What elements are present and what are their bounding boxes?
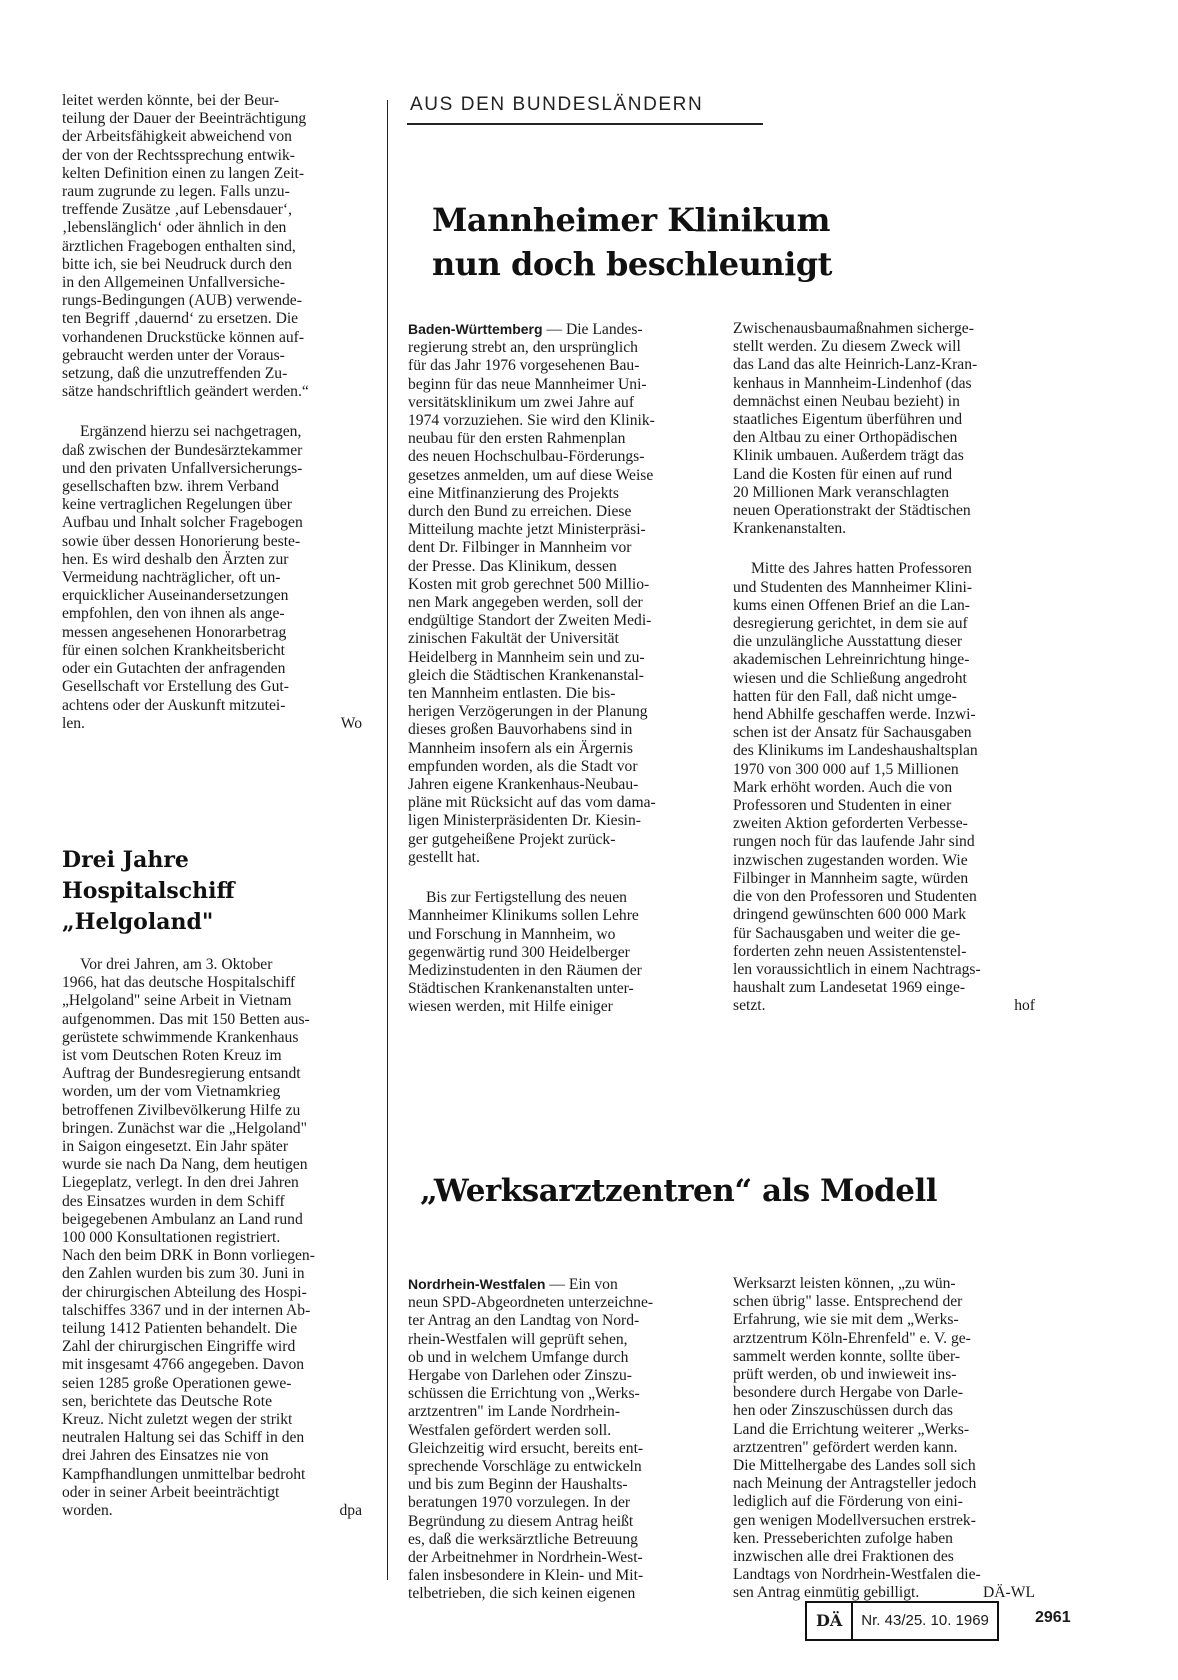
helgoland-headline: Drei Jahre Hospitalschiff „Helgoland" [62, 847, 235, 935]
journal-logo: DÄ [807, 1603, 853, 1639]
werksarzt-last-line [733, 1584, 1035, 1602]
section-underline [407, 123, 763, 125]
continuation-paragraph: leitet werden könnte, bei der Beur- teilung der Dauer der Beeinträchtigung der Arbeitsfähigkeit abweichend von der von der Rechtssprechung entwik- kelten Definition einen zu langen Zeit- raum zugrunde zu legen. Falls unzu- treffende Zusätze ‚auf Lebensdauer‘, ‚lebenslänglich‘ oder ähnlich in den ärztlichen Fragebogen enthalten sind, bitte ich, sie bei Neudruck durch den in den Allgemeinen Unfallversiche- rungs-Bedingungen (AUB) verwende- ten Begriff ‚dauernd‘ zu ersetzen. Die vorhandenen Druckstücke können auf- gebraucht werden unter der Voraus- setzung, daß die unzutreffenden Zu- sätze handschriftlich geändert werden.“ [62, 92, 309, 401]
helgoland-signature: dpa [339, 1502, 362, 1520]
mannheim-last-line [733, 997, 1035, 1015]
werksarzt-dateline: Nordrhein-Westfalen [408, 1276, 546, 1292]
mannheim-paragraph-4: Mitte des Jahres hatten Professoren und Studenten des Mannheimer Klini- kums einen Offenen Brief an die Lan- desregierung gerichtet, in dem sie auf die unzulängliche Ausstattung dieser akademischen Lehreinrichtung hinge- wiesen und die Schließung angedroht hatten für den Fall, daß nicht umge- hend Abhilfe geschaffen werde. Inzwi- schen ist der Ansatz für Sachausgaben des Klinikums im Landeshaushaltsplan 1970 von 300 000 auf 1,5 Millionen Mark erhöht worden. Auch die von Professoren und Studenten in einer zweiten Aktion geforderten Verbesse- rungen noch für das laufende Jahr sind inzwischen zugestanden worden. Wie Filbinger in Mannheim sagte, würden die von den Professoren und Studenten dringend gewünschten 600 000 Mark für Sachausgaben und weiter die ge- forderten zehn neuen Assistentenstel- len voraussichtlich in einem Nachtrags- haushalt zum Landesetat 1969 einge- [733, 560, 981, 997]
mannheim-last-text: setzt. [733, 997, 766, 1015]
mannheim-paragraph-2: Bis zur Fertigstellung des neuen Mannheimer Klinikums sollen Lehre und Forschung in Mannheim, wo gegenwärtig rund 300 Heidelberger Medizinstudenten in den Räumen der Städtischen Krankenanstalten unter- wiesen werden, mit Hilfe einiger [408, 889, 642, 1016]
werksarzt-paragraph-1-body: neun SPD-Abgeordneten unterzeichne- ter Antrag an den Landtag von Nord- rhein-Westfalen will geprüft sehen, ob und in welchem Umfange durch Hergabe von Darlehen oder Zinszu- schüssen die Errichtung von „Werks- arztzentren" im Lande Nordrhein- Westfalen gefördert werden soll. Gleichzeitig wird ersucht, bereits ent- sprechende Vorschläge zu entwickeln und bis zum Beginn der Haushalts- beratungen 1970 vorzulegen. In der Begründung zu diesem Antrag heißt es, daß die werksärztliche Betreuung der Arbeitnehmer in Nordrhein-West- falen insbesondere in Klein- und Mit- telbetrieben, die sich keinen eigenen [408, 1294, 654, 1603]
left-column-text [62, 92, 362, 733]
werksarzt-column-1 [408, 1275, 710, 1604]
journal-footer-box [805, 1601, 999, 1641]
addendum-last-text: len. [62, 714, 85, 732]
mannheim-paragraph-1 [408, 320, 710, 867]
mannheim-dateline: Baden-Württemberg [408, 321, 543, 337]
issue-number: Nr. 43/25. 10. 1969 [861, 1612, 989, 1629]
section-label: AUS DEN BUNDESLÄNDERN [410, 94, 704, 115]
werksarzt-headline: „Werksarztzentren“ als Modell [420, 1173, 937, 1209]
helgoland-last-line [62, 1502, 362, 1520]
helgoland-body [62, 956, 362, 1520]
addendum-last-line [62, 715, 362, 733]
werksarzt-first-line: — Ein von [545, 1276, 618, 1293]
mannheim-headline: Mannheimer Klinikum nun doch beschleunigt [432, 201, 832, 283]
helgoland-paragraph: Vor drei Jahren, am 3. Oktober 1966, hat das deutsche Hospitalschiff „Helgoland" seine Arbeit in Vietnam aufgenommen. Das mit 150 Betten aus- gerüstete schwimmende Krankenhaus ist vom Deutschen Roten Kreuz im Auftrag der Bundesregierung entsandt worden, um der vom Vietnamkrieg betroffenen Zivilbevölkerung Hilfe zu bringen. Zunächst war die „Helgoland" in Saigon eingesetzt. Ein Jahr später wurde sie nach Da Nang, dem heutigen Liegeplatz, verlegt. In den drei Jahren des Einsatzes wurden in dem Schiff beigegebenen Ambulanz an Land rund 100 000 Konsultationen registriert. Nach den beim DRK in Bonn vorliegen- den Zahlen wurden bis zum 30. Juni in der chirurgischen Abteilung des Hospi- talschiffes 3367 und in der internen Ab- teilung 1412 Patienten behandelt. Die Zahl der chirurgischen Eingriffe wird mit insgesamt 4766 angegeben. Davon seien 1285 große Operationen gewe- sen, berichtete das Deutsche Rote Kreuz. Nicht zuletzt wegen der strikt neutralen Haltung sei das Schiff in den drei Jahren des Einsatzes nie von Kampfhandlungen unmittelbar bedroht oder in seiner Arbeit beeinträchtigt [62, 956, 315, 1501]
mannheim-column-1 [408, 320, 710, 1017]
mannheim-paragraph-1-body: regierung strebt an, den ursprünglich für das Jahr 1976 vorgesehenen Bau- beginn für das neue Mannheimer Uni- versitätsklinikum um zwei Jahre auf 1974 vorzuziehen. Sie wird den Klinik- neubau für den ersten Rahmenplan des neuen Hochschulbau-Förderungs- gesetzes anmelden, um auf diese Weise eine Mitfinanzierung des Projekts durch den Bund zu erreichen. Diese Mitteilung machte jetzt Ministerpräsi- dent Dr. Filbinger in Mannheim vor der Presse. Das Klinikum, dessen Kosten mit grob gerechnet 500 Millio- nen Mark angegeben werden, soll der endgültige Standort der Zweiten Medi- zinischen Fakultät der Universität Heidelberg in Mannheim sein und zu- gleich die Städtischen Krankenanstal- ten Mannheim entlasten. Die bis- herigen Verzögerungen in der Planung dieses großen Bauvorhabens sind in Mannheim insofern als ein Ärgernis empfunden worden, als die Stadt vor Jahren eigene Krankenhaus-Neubau- pläne mit Rücksicht auf das vom dama- ligen Ministerpräsidenten Dr. Kiesin- ger gutgeheißene Projekt zurück- gestellt hat. [408, 339, 656, 866]
werksarzt-paragraph-2: Werksarzt leisten können, „zu wün- schen übrig" lasse. Entsprechend der Erfahrung, wie sie mit dem „Werks- arztzentrum Köln-Ehrenfeld" e. V. ge- sammelt werden konnte, sollte über- prüft werden, ob und inwieweit ins- besondere durch Hergabe von Darle- hen oder Zinszuschüssen durch das Land die Errichtung weiterer „Werks- arztzentren" gefördert werden kann. Die Mittelhergabe des Landes soll sich nach Meinung der Antragsteller jedoch lediglich auf die Förderung von eini- gen wenigen Modellversuchen erstrek- ken. Presseberichten zufolge haben inzwischen alle drei Fraktionen des Landtags von Nordrhein-Westfalen die- [733, 1275, 981, 1584]
page-number: 2961 [1035, 1609, 1071, 1626]
werksarzt-column-2 [733, 1275, 1035, 1603]
mannheim-first-line: — Die Landes- [542, 321, 643, 338]
addendum-signature: Wo [340, 714, 362, 732]
werksarzt-last-text: sen Antrag einmütig gebilligt. [733, 1584, 920, 1602]
werksarzt-paragraph-1 [408, 1275, 710, 1604]
mannheim-signature: hof [1014, 997, 1035, 1015]
column-divider [387, 100, 388, 1580]
helgoland-last-text: worden. [62, 1502, 113, 1520]
werksarzt-signature: DÄ-WL [983, 1584, 1035, 1602]
addendum-paragraph: Ergänzend hierzu sei nachgetragen, daß zwischen der Bundesärztekammer und den privaten Unfallversicherungs- gesellschaften bzw. ihrem Verband keine vertraglichen Regelungen über Aufbau und Inhalt solcher Fragebogen sowie über dessen Honorierung beste- hen. Es wird deshalb den Ärzten zur Vermeidung nachträglicher, oft un- erquicklicher Auseinandersetzungen empfohlen, den von ihnen als ange- messen angesehenen Honorarbetrag für einen solchen Krankheitsbericht oder ein Gutachten der anfragenden Gesellschaft vor Erstellung des Gut- achtens oder der Auskunft mitzutei- [62, 423, 303, 714]
mannheim-paragraph-3: Zwischenausbaumaßnahmen sicherge- stellt werden. Zu diesem Zweck will das Land das alte Heinrich-Lanz-Kran- kenhaus in Mannheim-Lindenhof (das demnächst einen Neubau bezieht) in staatliches Eigentum überführen und den Altbau zu einer Orthopädischen Klinik umbauen. Außerdem trägt das Land die Kosten für einen auf rund 20 Millionen Mark veranschlagten neuen Operationstrakt der Städtischen Krankenanstalten. [733, 320, 978, 538]
mannheim-column-2 [733, 320, 1035, 1016]
